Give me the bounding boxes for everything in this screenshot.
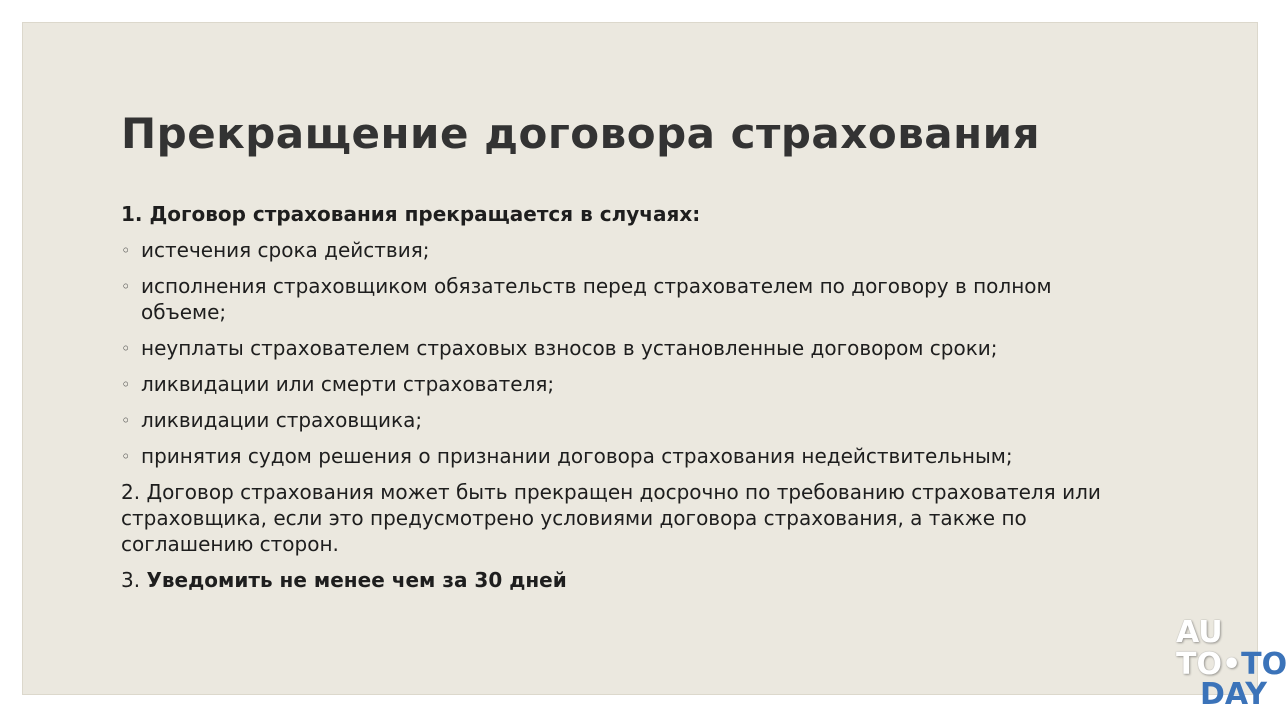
bullet-text: исполнения страховщиком обязательств перед страхователем по договору в полном объеме;: [141, 274, 1052, 324]
bullet-circle-icon: ◦: [121, 411, 131, 430]
bullet-circle-icon: ◦: [121, 277, 131, 296]
item-3-bold-text: Уведомить не менее чем за 30 дней: [146, 568, 567, 592]
bullet-item: [121, 237, 1131, 263]
slide: [22, 22, 1258, 695]
logo-dot: •: [1221, 647, 1242, 682]
logo-line-3: DAY: [1200, 677, 1267, 712]
logo-line-1: AU: [1176, 615, 1223, 650]
bullet-circle-icon: ◦: [121, 241, 131, 260]
bullet-item: [121, 273, 1131, 325]
bullet-item: [121, 407, 1131, 433]
bullet-item: [121, 371, 1131, 397]
logo-line-2-b: TO: [1241, 647, 1287, 682]
bullet-text: неуплаты страхователем страховых взносов в установленные договором сроки;: [141, 336, 998, 360]
logo-line-2: [1176, 647, 1287, 682]
bullet-text: ликвидации страховщика;: [141, 408, 423, 432]
bullet-circle-icon: ◦: [121, 375, 131, 394]
bullet-item: [121, 443, 1131, 469]
slide-content: [121, 201, 1131, 603]
item-3-prefix: 3.: [121, 568, 147, 592]
bullet-item: [121, 335, 1131, 361]
bullet-circle-icon: ◦: [121, 447, 131, 466]
item-1-heading: 1. Договор страхования прекращается в случаях:: [121, 202, 701, 226]
slide-title: Прекращение договора страхования: [121, 109, 1041, 158]
item-2-text: 2. Договор страхования может быть прекращен досрочно по требованию страхователя или страховщика, если это предусмотрено условиями договора страхования, а также по соглашению сторон.: [121, 480, 1101, 556]
bullet-text: истечения срока действия;: [141, 238, 430, 262]
bullet-text: ликвидации или смерти страхователя;: [141, 372, 555, 396]
logo-line-2-a: TO: [1176, 647, 1222, 682]
item-3: [121, 567, 1131, 593]
bullet-circle-icon: ◦: [121, 339, 131, 358]
autotoday-watermark-logo: [1174, 615, 1287, 712]
bullet-text: принятия судом решения о признании договора страхования недействительным;: [141, 444, 1013, 468]
